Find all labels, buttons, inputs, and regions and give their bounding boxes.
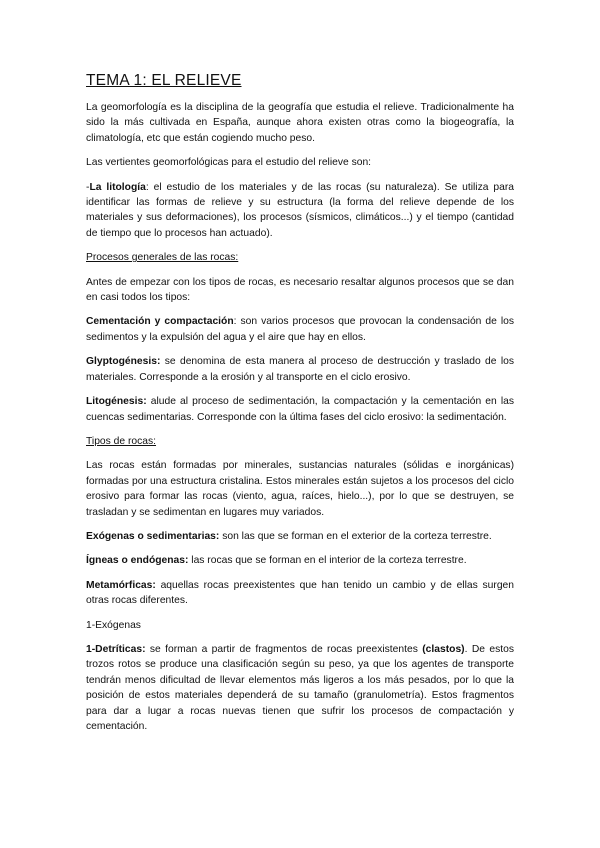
litologia-paragraph xyxy=(86,180,514,242)
igneas-paragraph xyxy=(86,553,514,568)
exogenas-section-heading: 1-Exógenas xyxy=(86,619,141,631)
metamorficas-paragraph xyxy=(86,578,514,609)
litologia-text: : el estudio de los materiales y de las rocas (su naturaleza). Se utiliza para identificar las formas de relieve y su estructura (la forma del relieve depende de los materiales y sus deformaciones), los procesos (sísmicos, climáticos...) y el tiempo (cantidad de tiempo que lo procesos han actuado). xyxy=(86,181,514,239)
glyptogenesis-term: Glyptogénesis: xyxy=(86,356,161,368)
exogenas-text: son las que se forman en el exterior de la corteza terrestre. xyxy=(219,530,492,542)
exogenas-term: Exógenas o sedimentarias: xyxy=(86,530,220,542)
exogenas-paragraph xyxy=(86,529,514,544)
igneas-term: Ígneas o endógenas: xyxy=(86,555,189,567)
intro-paragraph: La geomorfología es la disciplina de la geografía que estudia el relieve. Tradicionalmente ha sido la más cultivada en España, aunque ahora existen otras como la biogeografía, la climatología, etc que están cogiendo mucho peso. xyxy=(86,102,514,144)
vertientes-paragraph: Las vertientes geomorfológicas para el estudio del relieve son: xyxy=(86,157,372,169)
litologia-term: La litología xyxy=(89,181,146,193)
glyptogenesis-text: se denomina de esta manera al proceso de destrucción y traslado de los materiales. Corresponde a la erosión y al transporte en el ciclo erosivo. xyxy=(86,356,514,383)
detriticas-term: 1-Detríticas: xyxy=(86,643,146,655)
tipos-heading: Tipos de rocas: xyxy=(86,435,157,447)
detriticas-text-a: se forman a partir de fragmentos de rocas preexistentes xyxy=(145,643,423,655)
cementacion-paragraph xyxy=(86,314,514,345)
tipos-intro-paragraph: Las rocas están formadas por minerales, sustancias naturales (sólidas e inorgánicas) formadas por una estructura cristalina. Estos minerales están sujetos a los procesos del ciclo erosivo para formar las rocas (viento, agua, raíces, hielo...), por lo que se destruyen, se trasladan y se sedimentan en lugares muy variados. xyxy=(86,460,514,518)
metamorficas-term: Metamórficas: xyxy=(86,579,156,591)
igneas-text: las rocas que se forman en el interior de la corteza terrestre. xyxy=(188,555,467,567)
procesos-intro-paragraph: Antes de empezar con los tipos de rocas, es necesario resaltar algunos procesos que se dan en casi todos los tipos: xyxy=(86,276,514,304)
page-title: TEMA 1: EL RELIEVE xyxy=(86,72,242,89)
metamorficas-text: aquellas rocas preexistentes que han tenido un cambio y de ellas surgen otras rocas diferentes. xyxy=(86,579,514,607)
detriticas-paragraph xyxy=(86,642,514,734)
litogenesis-paragraph xyxy=(86,394,514,425)
glyptogenesis-paragraph xyxy=(86,354,514,385)
litologia-prefix: - xyxy=(86,181,90,193)
cementacion-text: : son varios procesos que provocan la condensación de los sedimentos y la expulsión del agua y el aire que hay en ellos. xyxy=(86,316,514,343)
detriticas-clastos: (clastos) xyxy=(422,643,465,655)
litogenesis-text: alude al proceso de sedimentación, la compactación y la cementación en las cuencas sedimentarias. Corresponde con la última fases del ciclo erosivo: la sedimentación. xyxy=(86,396,514,423)
cementacion-term: Cementación y compactación xyxy=(86,316,234,328)
litogenesis-term: Litogénesis: xyxy=(86,396,147,408)
procesos-heading: Procesos generales de las rocas: xyxy=(86,252,239,264)
detriticas-text-b: . De estos trozos rotos se produce una clasificación según su peso, ya que los agentes de transporte tendrán menos dificultad de llevar elementos más ligeros a los más pesados, por lo que la posición de estos materiales dependerá de su tamaño (granulometría). Estos fragmentos para dar a lugar a rocas nuevas tienen que sufrir los procesos de compactación y cementación. xyxy=(86,643,514,732)
